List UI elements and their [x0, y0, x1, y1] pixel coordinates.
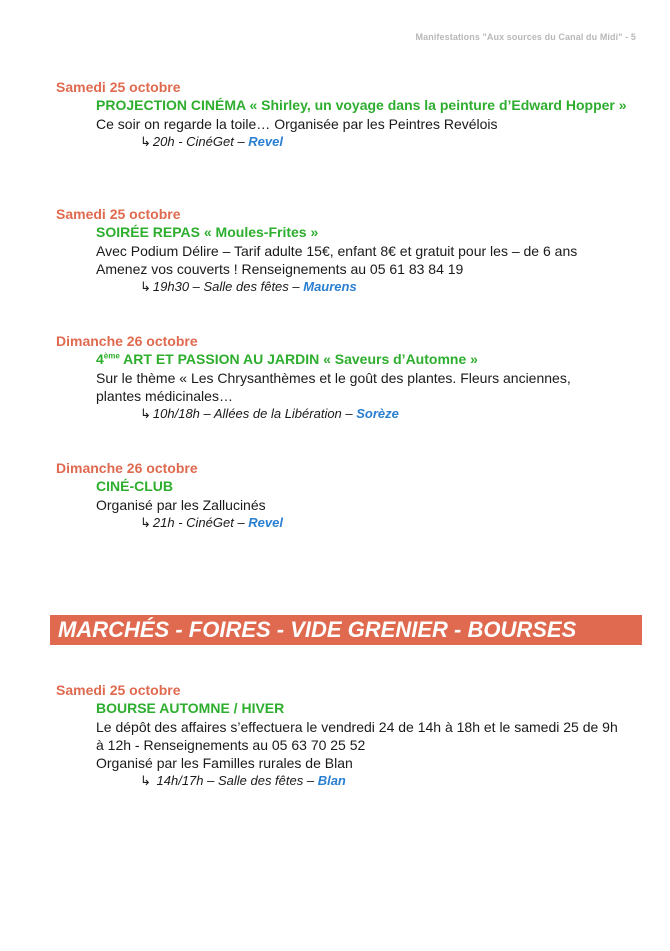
event-description: Amenez vos couverts ! Renseignements au 05 61 83 84 19: [96, 261, 464, 277]
edition-number: 4: [96, 351, 104, 367]
event-2: [56, 206, 646, 296]
page-header: Manifestations "Aux sources du Canal du Midi" - 5: [415, 32, 636, 42]
event-location: [96, 405, 646, 423]
event-title-text: ART ET PASSION AU JARDIN « Saveurs d’Automne »: [119, 351, 478, 367]
event-description: Organisé par les Zallucinés: [96, 497, 266, 513]
arrow-icon: ↳: [140, 406, 151, 421]
arrow-icon: ↳: [140, 279, 151, 294]
event-time-place: 20h - CinéGet –: [152, 134, 249, 149]
event-date: Dimanche 26 octobre: [56, 333, 198, 349]
event-location: [96, 278, 646, 296]
event-4: [56, 460, 646, 532]
event-town: Revel: [248, 515, 283, 530]
event-title: SOIRÉE REPAS « Moules-Frites »: [96, 224, 319, 240]
event-description: à 12h - Renseignements au 05 63 70 25 52: [96, 737, 366, 753]
arrow-icon: ↳: [140, 134, 151, 149]
section-banner: MARCHÉS - FOIRES - VIDE GRENIER - BOURSES: [50, 615, 642, 645]
event-time-place: 21h - CinéGet –: [152, 515, 249, 530]
event-location: [96, 514, 646, 532]
event-description: Organisé par les Familles rurales de Blan: [96, 755, 353, 771]
event-town: Sorèze: [356, 406, 399, 421]
event-title: CINÉ-CLUB: [96, 478, 173, 494]
event-3: [56, 333, 646, 423]
event-town: Maurens: [303, 279, 357, 294]
event-description: Sur le thème « Les Chrysanthèmes et le goût des plantes. Fleurs anciennes,: [96, 370, 571, 386]
arrow-icon: ↳: [140, 773, 151, 788]
market-event: [56, 682, 646, 790]
event-town: Revel: [248, 134, 283, 149]
event-title: BOURSE AUTOMNE / HIVER: [96, 700, 285, 716]
event-description: Le dépôt des affaires s’effectuera le vendredi 24 de 14h à 18h et le samedi 25 de 9h: [96, 719, 618, 735]
event-date: Samedi 25 octobre: [56, 682, 181, 698]
event-time-place: 14h/17h – Salle des fêtes –: [152, 773, 318, 788]
event-time-place: 10h/18h – Allées de la Libération –: [152, 406, 357, 421]
event-date: Samedi 25 octobre: [56, 79, 181, 95]
event-town: Blan: [317, 773, 346, 788]
event-1: [56, 79, 646, 151]
event-location: [96, 772, 646, 790]
event-description: Avec Podium Délire – Tarif adulte 15€, enfant 8€ et gratuit pour les – de 6 ans: [96, 243, 578, 259]
event-time-place: 19h30 – Salle des fêtes –: [152, 279, 304, 294]
arrow-icon: ↳: [140, 515, 151, 530]
event-date: Samedi 25 octobre: [56, 206, 181, 222]
event-location: [96, 133, 646, 151]
edition-suffix: ème: [103, 351, 120, 361]
event-title: PROJECTION CINÉMA « Shirley, un voyage dans la peinture d’Edward Hopper »: [96, 97, 627, 113]
event-description: Ce soir on regarde la toile… Organisée par les Peintres Revélois: [96, 116, 498, 132]
event-title: [96, 350, 646, 369]
event-date: Dimanche 26 octobre: [56, 460, 198, 476]
event-description: plantes médicinales…: [96, 388, 233, 404]
